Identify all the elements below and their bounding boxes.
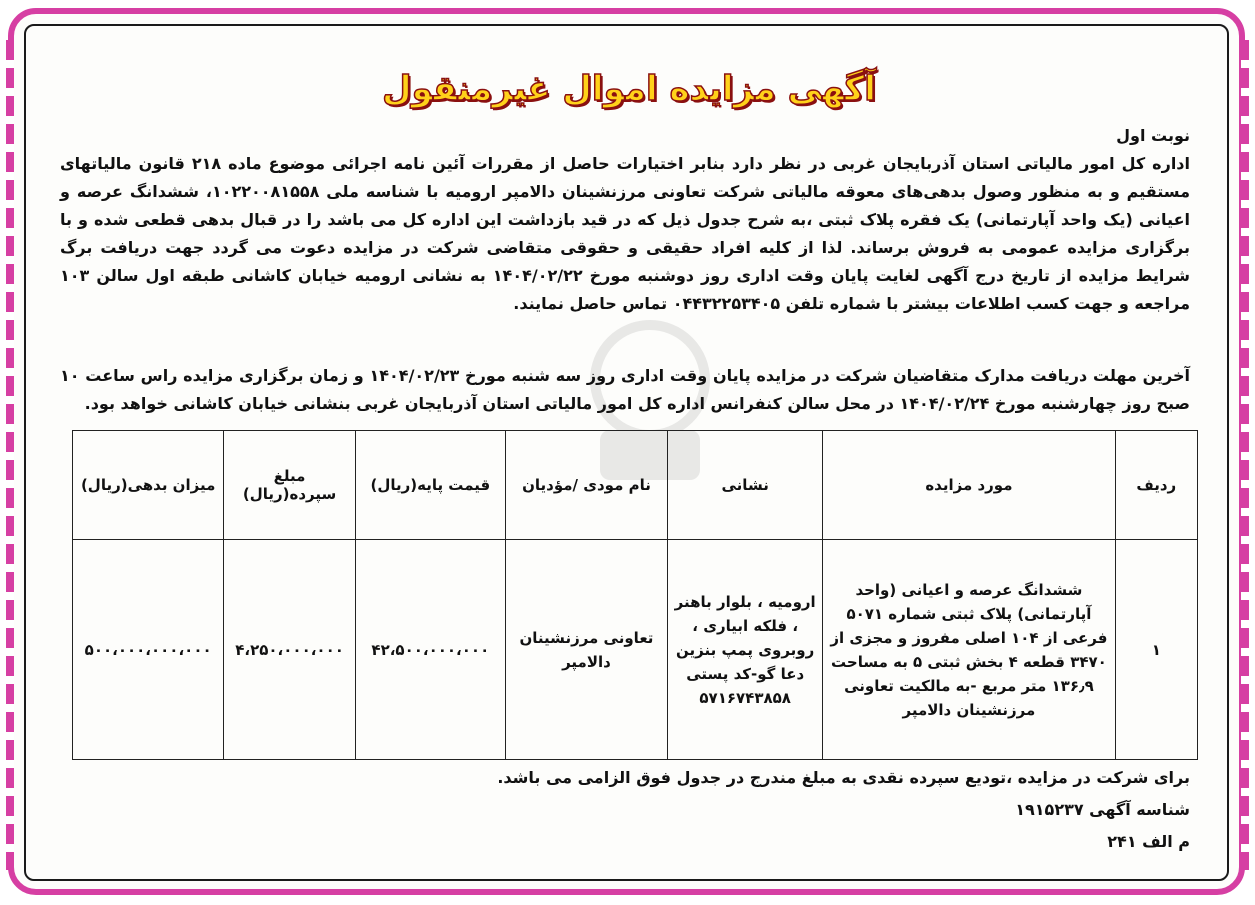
- header-auction-item: مورد مزایده: [823, 431, 1115, 540]
- cell-auction-item: ششدانگ عرصه و اعیانی (واحد آپارتمانی) پلاک ثبتی شماره ۵۰۷۱ فرعی از ۱۰۴ اصلی مفروز و مجزی از ۳۴۷۰ قطعه ۴ بخش ثبتی ۵ به مساحت ۱۳۶٫۹ متر مربع -به مالکیت تعاونی مرزنشینان دالامپر: [823, 540, 1115, 760]
- deposit-note: برای شرکت در مزایده ،تودیع سپرده نقدی به مبلغ مندرج در جدول فوق الزامی می باشد.: [497, 768, 1190, 787]
- debt-value: ۵۰۰،۰۰۰،۰۰۰،۰۰۰: [84, 640, 212, 659]
- cell-deposit: [224, 540, 355, 760]
- intro-paragraph: اداره کل امور مالیاتی استان آذربایجان غربی در نظر دارد بنابر اختیارات حاصل از مقررات آئین نامه اجرائی موضوع ماده ۲۱۸ قانون مالیاتهای مستقیم و به منظور وصول بدهی‌های معوقه مالیاتی شرکت تعاونی مرزنشینان دالامپر ارومیه با شناسه ملی ۱۰۲۲۰۰۸۱۵۵۸، ششدانگ عرصه و اعیانی (یک واحد آپارتمانی) یک فقره پلاک ثبتی ،به شرح جدول ذیل که در قید بازداشت این اداره کل می باشد را در قبال بدهی قطعی شده و با برگزاری مزایده عمومی به فروش برساند. لذا از کلیه افراد حقیقی و حقوقی متقاضی شرکت در مزایده دعوت می گردد جهت دریافت برگ شرایط مزایده از تاریخ درج آگهی لغایت پایان وقت اداری روز دوشنبه مورخ ۱۴۰۴/۰۲/۲۲ به نشانی ارومیه خیابان کاشانی طبقه اول سالن ۱۰۳ مراجعه و جهت کسب اطلاعات بیشتر با شماره تلفن ۰۴۴۳۲۲۵۳۴۰۵ تماس حاصل نمایند.: [60, 154, 1191, 313]
- intro-section: [60, 122, 1190, 318]
- cell-base-price: [355, 540, 505, 760]
- ad-code: م الف ۲۴۱: [1107, 832, 1190, 851]
- notice-round: نوبت اول: [1116, 126, 1190, 145]
- left-decorative-bar: [6, 40, 14, 870]
- header-address: نشانی: [668, 431, 823, 540]
- deposit-value: ۴،۲۵۰،۰۰۰،۰۰۰: [235, 640, 344, 659]
- header-row-number: ردیف: [1115, 431, 1197, 540]
- header-owner: نام مودی /مؤدیان: [505, 431, 667, 540]
- cell-address: ارومیه ، بلوار باهنر ، فلکه ابیاری ، روبروی پمپ بنزین دعا گو-کد پستی ۵۷۱۶۷۴۳۸۵۸: [668, 540, 823, 760]
- header-debt: میزان بدهی(ریال): [73, 431, 224, 540]
- title-banner: [382, 58, 876, 120]
- ad-id: شناسه آگهی ۱۹۱۵۲۳۷: [1015, 800, 1190, 819]
- auction-table: [72, 430, 1198, 760]
- table-row: [73, 540, 1198, 760]
- table-header-row: [73, 431, 1198, 540]
- cell-row-number: ۱: [1115, 540, 1197, 760]
- base-price-value: ۴۲،۵۰۰،۰۰۰،۰۰۰: [371, 640, 490, 659]
- cell-owner: تعاونی مرزنشینان دالامپر: [505, 540, 667, 760]
- right-decorative-bar: [1241, 40, 1249, 870]
- cell-debt: [73, 540, 224, 760]
- header-deposit: مبلغ سپرده(ریال): [224, 431, 355, 540]
- page-title: آگهی مزایده اموال غیرمنقول: [382, 69, 876, 109]
- header-base-price: قیمت پایه(ریال): [355, 431, 505, 540]
- deadline-paragraph: آخرین مهلت دریافت مدارک متقاضیان شرکت در مزایده پایان وقت اداری روز سه شنبه مورخ ۱۴۰۴/۰۲/۲۳ و زمان برگزاری مزایده راس ساعت ۱۰ صبح روز چهارشنبه مورخ ۱۴۰۴/۰۲/۲۴ در محل سالن کنفرانس اداره کل امور مالیاتی استان آذربایجان غربی بنشانی خیابان کاشانی خواهد بود.: [60, 366, 1191, 413]
